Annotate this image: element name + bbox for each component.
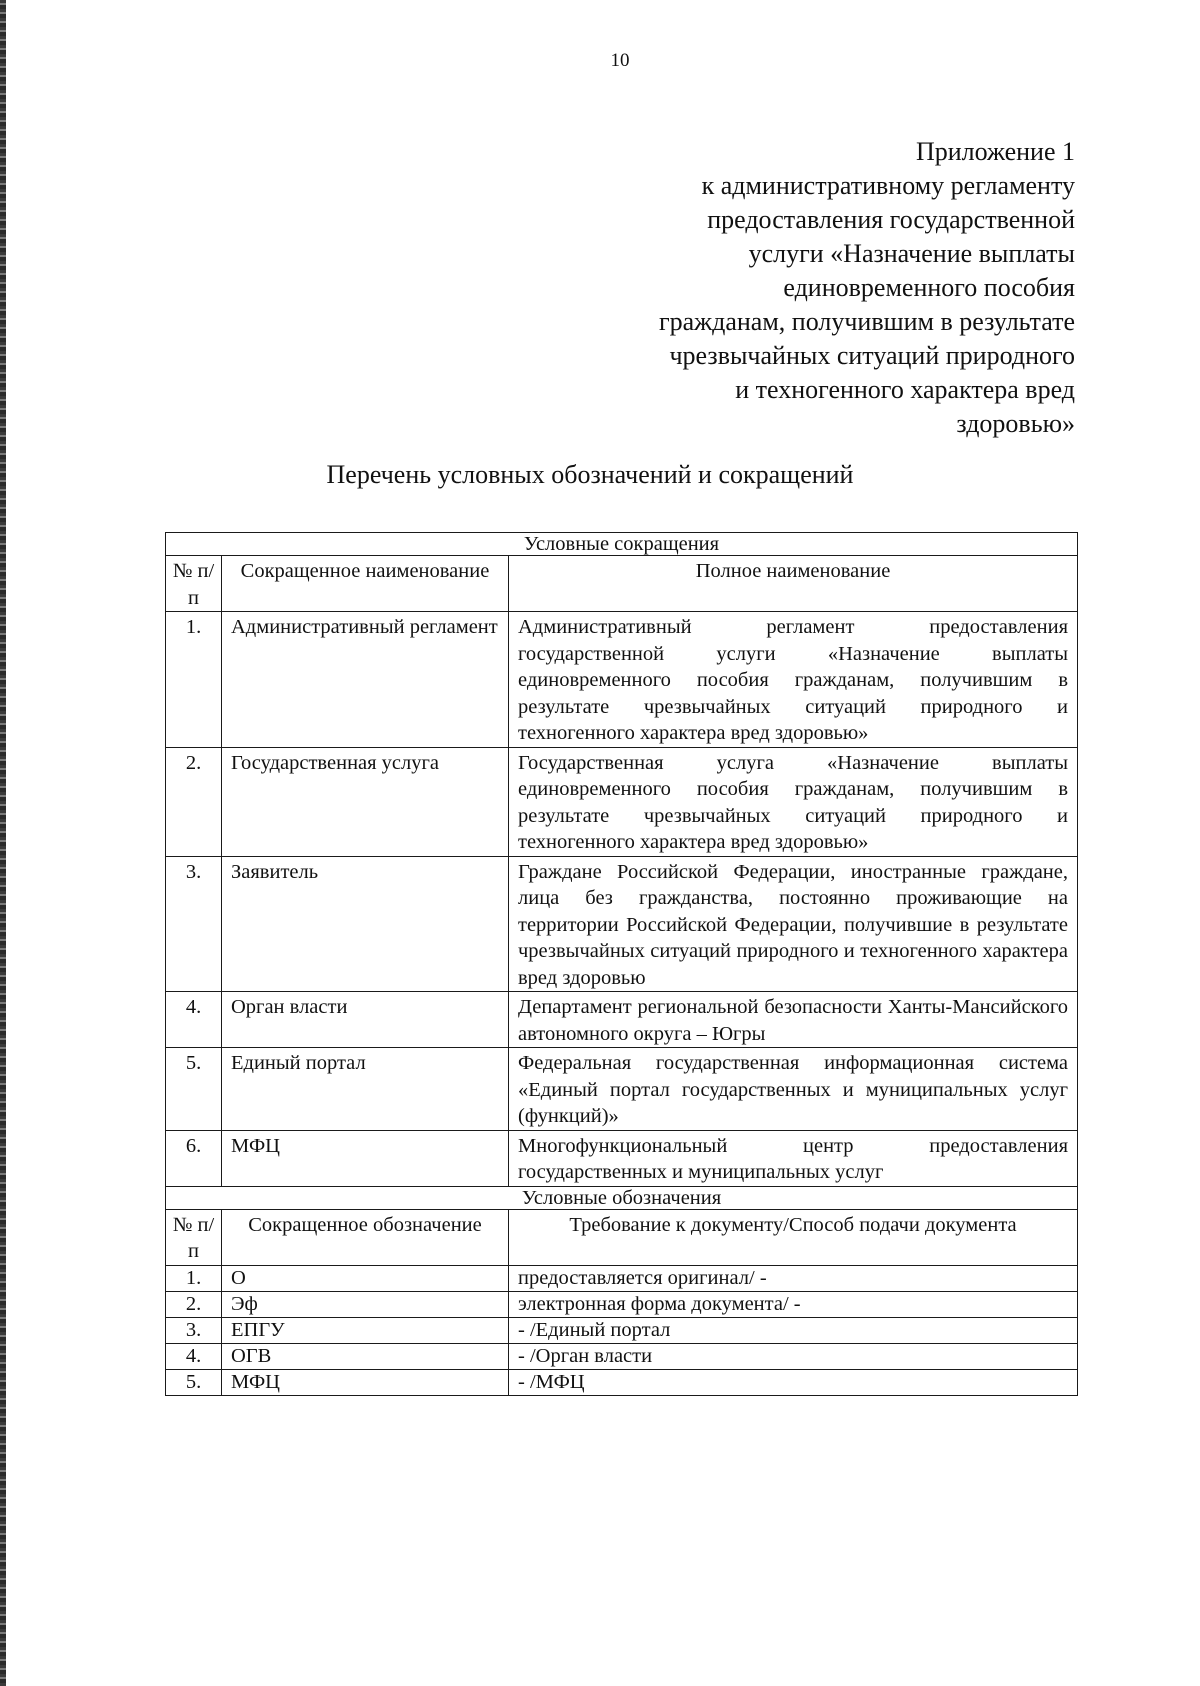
abbreviations-table [165, 532, 1078, 1396]
appendix-line: Приложение 1 [915, 137, 1075, 166]
row-full: Административный регламент предоставления государственной услуги «Назначение выплаты единовременного пособия гражданам, получившим в результате чрезвычайных ситуаций природного и техногенного характера вред здоровью» [509, 612, 1078, 748]
header-full: Полное наименование [509, 556, 1078, 612]
table-row [166, 856, 1078, 992]
header-num: № п/п [166, 1209, 222, 1265]
table-row [166, 1130, 1078, 1186]
appendix-line: здоровью» [956, 409, 1075, 438]
row-short: Заявитель [222, 856, 509, 992]
section-title-designations: Условные обозначения [166, 1186, 1078, 1209]
row-full: - /Орган власти [509, 1343, 1078, 1369]
appendix-line: единовременного пособия [783, 273, 1075, 302]
row-short: Эф [222, 1291, 509, 1317]
row-num: 5. [166, 1369, 222, 1395]
row-num: 4. [166, 1343, 222, 1369]
table-row [166, 1048, 1078, 1131]
table-row [166, 747, 1078, 856]
section-row-designations [166, 1186, 1078, 1209]
row-short: Единый портал [222, 1048, 509, 1131]
header-num: № п/п [166, 556, 222, 612]
appendix-line: и техногенного характера вред [735, 375, 1075, 404]
appendix-line: чрезвычайных ситуаций природного [669, 341, 1075, 370]
table-row [166, 1317, 1078, 1343]
scan-edge [0, 0, 6, 1686]
header-row-designations [166, 1209, 1078, 1265]
appendix-header [555, 135, 1075, 441]
header-short: Сокращенное наименование [222, 556, 509, 612]
document-title: Перечень условных обозначений и сокращений [326, 460, 854, 489]
row-short: Государственная услуга [222, 747, 509, 856]
row-num: 3. [166, 1317, 222, 1343]
table-row [166, 992, 1078, 1048]
header-full: Требование к документу/Способ подачи документа [509, 1209, 1078, 1265]
row-full: электронная форма документа/ - [509, 1291, 1078, 1317]
section-row-abbreviations [166, 533, 1078, 556]
row-short: О [222, 1265, 509, 1291]
row-full: Государственная услуга «Назначение выплаты единовременного пособия гражданам, получившим в результате чрезвычайных ситуаций природного и техногенного характера вред здоровью» [509, 747, 1078, 856]
row-full: Граждане Российской Федерации, иностранные граждане, лица без гражданства, постоянно проживающие на территории Российской Федерации, получившие в результате чрезвычайных ситуаций природного и техногенного характера вред здоровью [509, 856, 1078, 992]
appendix-line: услуги «Назначение выплаты [748, 239, 1075, 268]
table-row [166, 612, 1078, 748]
header-short: Сокращенное обозначение [222, 1209, 509, 1265]
row-short: МФЦ [222, 1369, 509, 1395]
row-num: 1. [166, 1265, 222, 1291]
table-row [166, 1291, 1078, 1317]
row-num: 3. [166, 856, 222, 992]
row-num: 1. [166, 612, 222, 748]
row-full: предоставляется оригинал/ - [509, 1265, 1078, 1291]
appendix-line: к административному регламенту [701, 171, 1075, 200]
table-row [166, 1343, 1078, 1369]
header-row-abbreviations [166, 556, 1078, 612]
appendix-line: предоставления государственной [707, 205, 1075, 234]
row-short: ОГВ [222, 1343, 509, 1369]
row-full: Федеральная государственная информационная система «Единый портал государственных и муниципальных услуг (функций)» [509, 1048, 1078, 1131]
row-num: 2. [166, 1291, 222, 1317]
row-full: Департамент региональной безопасности Ханты-Мансийского автономного округа – Югры [509, 992, 1078, 1048]
row-num: 5. [166, 1048, 222, 1131]
row-short: Орган власти [222, 992, 509, 1048]
row-num: 6. [166, 1130, 222, 1186]
table-row [166, 1369, 1078, 1395]
row-full: - /Единый портал [509, 1317, 1078, 1343]
page-number: 10 [610, 50, 630, 71]
table-row [166, 1265, 1078, 1291]
row-short: Административный регламент [222, 612, 509, 748]
row-full: - /МФЦ [509, 1369, 1078, 1395]
section-title-abbreviations: Условные сокращения [166, 533, 1078, 556]
appendix-line: гражданам, получившим в результате [658, 307, 1075, 336]
row-num: 4. [166, 992, 222, 1048]
row-full: Многофункциональный центр предоставления государственных и муниципальных услуг [509, 1130, 1078, 1186]
row-short: ЕПГУ [222, 1317, 509, 1343]
row-short: МФЦ [222, 1130, 509, 1186]
row-num: 2. [166, 747, 222, 856]
